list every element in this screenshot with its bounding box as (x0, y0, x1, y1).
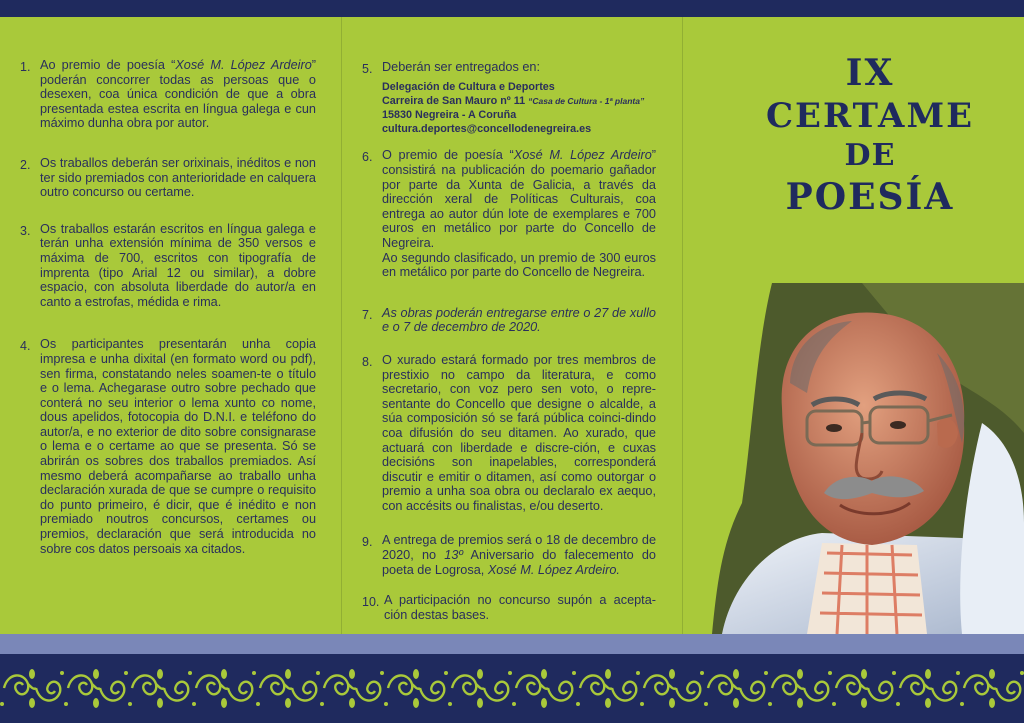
rules-column-left (20, 58, 316, 581)
rule-number: 8. (362, 354, 373, 369)
title-certame: CERTAME (765, 96, 974, 136)
rule-item (362, 353, 656, 514)
rule-item (362, 306, 656, 335)
rule-text: A entrega de premios será o 18 de decembro de 2020, no 13º Aniversario do falecemento do poeta de Logrosa, Xosé M. López Ardeiro. (382, 533, 656, 577)
rule-item (362, 148, 656, 279)
rule-item (20, 337, 316, 556)
title-poesia: POESÍA (785, 176, 955, 218)
rule-number: 10. (362, 595, 380, 610)
contact-email: cultura.deportes@concellodenegreira.es (382, 123, 592, 136)
delivery-address: Delegación de Cultura e Deportes Carreira de San Mauro nº 11 “Casa de Cultura - 1ª planta” 15830 Negreira - A Coruña cultura.deportes@concellodenegreira.es (382, 80, 656, 137)
rules-column-middle (362, 60, 656, 647)
rule-number: 2. (20, 157, 31, 172)
fold-line (341, 17, 342, 634)
poster-title (740, 52, 1000, 220)
rule-text: A participación no concurso supón a acepta-ción destas bases. (384, 593, 656, 622)
rule-item (362, 60, 656, 136)
rule-number: 9. (362, 535, 373, 550)
rule-number: 7. (362, 307, 373, 322)
ornament-band (0, 654, 1024, 723)
rule-text: Os traballos estarán escritos en língua galega e terán unha extensión mínima de 350 versos e máxima de 700, escritos con tipografía de imprenta (tipo Arial 12 ou similar), a dobre espacio, con absoluta liberdade do autor/a en canto a estrofas, médida e rima. (40, 221, 316, 309)
rule-text: Ao premio de poesía “Xosé M. López Ardeiro” poderán concorrer todas as persoas que o desexen, coa única condición de que a obra presentada estea escrita en língua galega e cun máximo dunha obra por autor. (40, 58, 316, 131)
rule-item (20, 156, 316, 200)
rule-number: 6. (362, 150, 373, 165)
title-de: DE (844, 138, 896, 173)
top-band (0, 0, 1024, 17)
rule-item (362, 533, 656, 577)
rule-number: 4. (20, 339, 31, 354)
rule-item (20, 222, 316, 310)
rule-text: Os traballos deberán ser orixinais, inéditos e non ter sido premiados con anterioridade en calquera outro concurso ou certame. (40, 155, 316, 200)
blue-band (0, 634, 1024, 654)
rule-text: O premio de poesía “Xosé M. López Ardeiro” consistirá na publicación do poemario gañador por parte da Xunta de Galicia, a través da dirección xeral de Políticas Culturais, coa entrega ao autor dún lote de exemplares e 700 euros en metálico por parte do Concello de Negreira. Ao segundo clasificado, un premio de 300 euros en metálico por parte do Concello de Negreira. (382, 148, 656, 280)
author-portrait-photo (712, 283, 1024, 634)
title-edition: IX (845, 52, 895, 94)
rule-text: Deberán ser entregados en: Delegación de Cultura e Deportes Carreira de San Mauro nº 11 “Casa de Cultura - 1ª planta” 15830 Negreira - A Coruña cultura.deportes@concellodenegreira.es (382, 60, 656, 136)
rule-item (20, 58, 316, 131)
rule-text: Os participantes presentarán unha copia impresa e unha dixital (en formato word ou pdf), sen firma, constatando neles soamen-te o título e o lema. Achegarase outro sobre pechado que conterá no seu interior o lema xunto co nome, dous apelidos, fotocopia do D.N.I. e teléfono do autor/a, e no exterior de dito sobre consignarase o lema e o certame ao que se presenta. Só se abrirán os sobres dos traballos premiados. Así mesmo deberá acompañarse ao traballo unha declaración xurada de que se cumpre o requisito do punto primeiro, é dicir, que é inédito e non premiado noutros concursos, certames ou premios, declaración que será introducida no sobre cos datos persoais xa citados. (40, 337, 316, 556)
rule-text: O xurado estará formado por tres membros de prestixio no campo da literatura, e como secretario, con voz pero sen voto, o repre-sentante do Concello que designe o alcalde, a súa composición só se fará pública coinci-dindo coa difusión do seu ditamen. Ao xurado, que actuará con liberdade e discre-ción, e cuxas decisións son inapelables, corresponderá discutir e emitir o ditamen, así como outorgar o premio a unha soa obra ou declaralo ex aequo, con accésits ou finalistas, e/ou deserto. (382, 352, 656, 513)
rule-text: As obras poderán entregarse entre o 27 de xullo e o 7 de decembro de 2020. (382, 305, 656, 335)
rule-number: 5. (362, 62, 373, 76)
ornament-pattern (0, 666, 1024, 711)
rule-item (362, 593, 656, 622)
rule-number: 3. (20, 223, 31, 238)
rule-number: 1. (20, 60, 31, 74)
fold-line (682, 17, 683, 634)
